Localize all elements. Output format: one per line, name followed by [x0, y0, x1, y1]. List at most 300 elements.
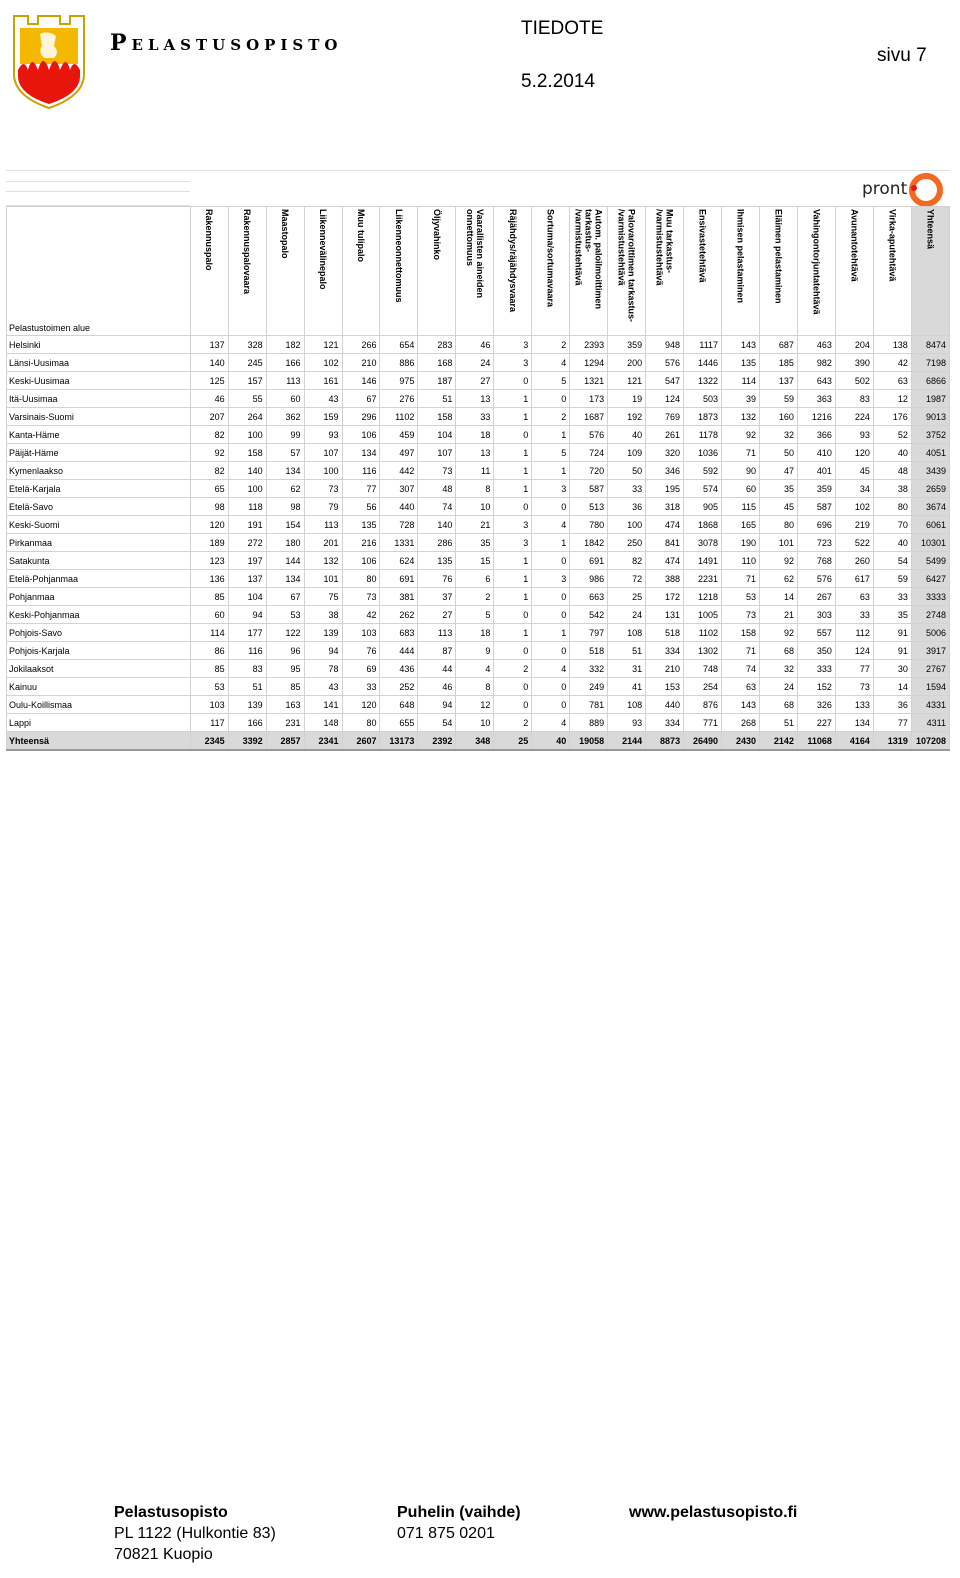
table-cell: 2393	[570, 336, 608, 354]
table-cell: 7198	[911, 354, 949, 372]
table-cell: 333	[797, 660, 835, 678]
table-cell: 1178	[684, 426, 722, 444]
table-cell: 410	[797, 444, 835, 462]
table-cell: 2341	[304, 732, 342, 751]
table-row	[7, 336, 950, 354]
footer-website: www.pelastusopisto.fi	[629, 1504, 798, 1521]
region-name: Kymenlaakso	[7, 462, 191, 480]
table-cell: 216	[342, 534, 380, 552]
table-cell: 60	[722, 480, 760, 498]
table-cell: 93	[835, 426, 873, 444]
table-cell: 2430	[722, 732, 760, 751]
table-cell: 59	[873, 570, 911, 588]
table-cell: 158	[418, 408, 456, 426]
table-cell: 1868	[684, 516, 722, 534]
table-cell: 231	[266, 714, 304, 732]
column-header-label: Ihmisen pelastaminen	[735, 209, 746, 304]
table-cell: 10	[456, 714, 494, 732]
table-cell: 195	[646, 480, 684, 498]
table-cell: 52	[873, 426, 911, 444]
column-header-label: Maastopalo	[280, 209, 291, 259]
table-cell: 0	[532, 498, 570, 516]
table-cell: 35	[456, 534, 494, 552]
table-cell: 53	[266, 606, 304, 624]
table-cell: 5	[456, 606, 494, 624]
table-cell: 40	[873, 534, 911, 552]
column-header	[608, 207, 646, 336]
table-row	[7, 678, 950, 696]
table-cell: 14	[760, 588, 798, 606]
table-cell: 728	[380, 516, 418, 534]
table-cell: 42	[873, 354, 911, 372]
table-cell: 165	[722, 516, 760, 534]
table-cell: 326	[797, 696, 835, 714]
table-cell: 4311	[911, 714, 949, 732]
table-cell: 691	[380, 570, 418, 588]
table-cell: 691	[570, 552, 608, 570]
table-cell: 780	[570, 516, 608, 534]
column-header-label: Autom. paloilmoittimen tarkastus- /varmistustehtävä	[573, 209, 604, 309]
table-cell: 245	[228, 354, 266, 372]
column-header-label: Liikennevälinepalo	[318, 209, 329, 290]
table-cell: 92	[760, 624, 798, 642]
rescue-statistics-table	[6, 206, 950, 751]
table-cell: 41	[608, 678, 646, 696]
table-cell: 0	[494, 678, 532, 696]
table-cell: 158	[722, 624, 760, 642]
statistics-sheet	[6, 170, 950, 754]
table-cell: 21	[760, 606, 798, 624]
table-cell: 381	[380, 588, 418, 606]
table-row	[7, 534, 950, 552]
footer-org-name: Pelastusopisto	[114, 1504, 228, 1521]
table-cell: 189	[190, 534, 228, 552]
table-cell: 2767	[911, 660, 949, 678]
table-cell: 94	[418, 696, 456, 714]
table-cell: 80	[873, 498, 911, 516]
table-cell: 85	[266, 678, 304, 696]
table-cell: 80	[760, 516, 798, 534]
table-row	[7, 426, 950, 444]
table-cell: 94	[228, 606, 266, 624]
table-cell: 19	[608, 390, 646, 408]
table-cell: 3	[494, 336, 532, 354]
table-cell: 116	[342, 462, 380, 480]
column-header-label: Öljyvahinko	[431, 209, 442, 261]
table-cell: 135	[722, 354, 760, 372]
table-cell: 35	[873, 606, 911, 624]
table-cell: 133	[835, 696, 873, 714]
table-cell: 5	[532, 372, 570, 390]
table-cell: 13	[456, 390, 494, 408]
table-cell: 48	[873, 462, 911, 480]
table-cell: 36	[608, 498, 646, 516]
table-cell: 204	[835, 336, 873, 354]
table-cell: 1	[532, 426, 570, 444]
column-header	[646, 207, 684, 336]
table-cell: 2	[532, 336, 570, 354]
table-row	[7, 714, 950, 732]
table-cell: 152	[797, 678, 835, 696]
table-cell: 141	[304, 696, 342, 714]
table-cell: 6061	[911, 516, 949, 534]
table-cell: 35	[760, 480, 798, 498]
column-header	[418, 207, 456, 336]
table-cell: 92	[190, 444, 228, 462]
table-cell: 267	[797, 588, 835, 606]
column-header	[797, 207, 835, 336]
table-cell: 4	[532, 660, 570, 678]
column-header-label: Vahingontorjuntatehtävä	[811, 209, 822, 315]
region-name: Pohjois-Karjala	[7, 642, 191, 660]
table-cell: 350	[797, 642, 835, 660]
column-header	[228, 207, 266, 336]
table-cell: 48	[418, 480, 456, 498]
column-header-label: Ensivastetehtävä	[697, 209, 708, 283]
table-cell: 1302	[684, 642, 722, 660]
table-row	[7, 390, 950, 408]
table-cell: 1842	[570, 534, 608, 552]
table-cell: 886	[380, 354, 418, 372]
region-name: Etelä-Pohjanmaa	[7, 570, 191, 588]
table-cell: 2	[494, 660, 532, 678]
region-name: Satakunta	[7, 552, 191, 570]
table-cell: 696	[797, 516, 835, 534]
region-name: Pirkanmaa	[7, 534, 191, 552]
table-cell: 587	[797, 498, 835, 516]
table-cell: 33	[608, 480, 646, 498]
table-cell: 210	[646, 660, 684, 678]
table-cell: 27	[456, 372, 494, 390]
table-cell: 46	[456, 336, 494, 354]
table-cell: 103	[342, 624, 380, 642]
table-cell: 60	[266, 390, 304, 408]
table-cell: 3078	[684, 534, 722, 552]
table-cell: 122	[266, 624, 304, 642]
table-cell: 3439	[911, 462, 949, 480]
table-cell: 3	[532, 480, 570, 498]
table-cell: 557	[797, 624, 835, 642]
table-cell: 219	[835, 516, 873, 534]
table-cell: 25	[608, 588, 646, 606]
table-cell: 137	[190, 336, 228, 354]
table-cell: 4	[532, 516, 570, 534]
table-row	[7, 462, 950, 480]
table-cell: 50	[760, 444, 798, 462]
table-cell: 68	[760, 642, 798, 660]
table-cell: 463	[797, 336, 835, 354]
table-cell: 1005	[684, 606, 722, 624]
table-cell: 40	[873, 444, 911, 462]
table-cell: 2659	[911, 480, 949, 498]
table-cell: 592	[684, 462, 722, 480]
table-cell: 108	[608, 696, 646, 714]
table-cell: 303	[797, 606, 835, 624]
table-cell: 31	[608, 660, 646, 678]
table-cell: 328	[228, 336, 266, 354]
table-cell: 0	[494, 642, 532, 660]
column-header	[835, 207, 873, 336]
table-cell: 768	[797, 552, 835, 570]
table-cell: 522	[835, 534, 873, 552]
table-cell: 474	[646, 516, 684, 534]
table-cell: 33	[873, 588, 911, 606]
table-cell: 74	[722, 660, 760, 678]
table-cell: 905	[684, 498, 722, 516]
table-cell: 13173	[380, 732, 418, 751]
table-cell: 542	[570, 606, 608, 624]
table-cell: 166	[266, 354, 304, 372]
table-cell: 86	[190, 642, 228, 660]
table-cell: 39	[722, 390, 760, 408]
footer-phone	[397, 1502, 521, 1544]
table-cell: 117	[190, 714, 228, 732]
table-cell: 168	[418, 354, 456, 372]
region-name: Päijät-Häme	[7, 444, 191, 462]
table-cell: 135	[418, 552, 456, 570]
table-cell: 120	[835, 444, 873, 462]
table-cell: 43	[304, 678, 342, 696]
table-cell: 36	[873, 696, 911, 714]
table-cell: 69	[342, 660, 380, 678]
table-cell: 45	[835, 462, 873, 480]
table-cell: 154	[266, 516, 304, 534]
table-cell: 134	[266, 570, 304, 588]
table-cell: 160	[760, 408, 798, 426]
table-cell: 14	[873, 678, 911, 696]
table-cell: 332	[570, 660, 608, 678]
table-cell: 87	[418, 642, 456, 660]
table-cell: 98	[266, 498, 304, 516]
table-cell: 134	[342, 444, 380, 462]
column-header-label: Avunantotehtävä	[849, 209, 860, 282]
table-cell: 43	[304, 390, 342, 408]
table-cell: 101	[760, 534, 798, 552]
table-cell: 576	[570, 426, 608, 444]
table-cell: 46	[418, 678, 456, 696]
table-row	[7, 552, 950, 570]
table-cell: 71	[722, 642, 760, 660]
table-cell: 33	[456, 408, 494, 426]
table-cell: 11068	[797, 732, 835, 751]
pronto-logo	[862, 173, 946, 207]
table-cell: 42	[342, 606, 380, 624]
table-cell: 134	[266, 462, 304, 480]
table-cell: 140	[228, 462, 266, 480]
table-cell: 19058	[570, 732, 608, 751]
table-cell: 82	[608, 552, 646, 570]
table-cell: 1687	[570, 408, 608, 426]
table-cell: 68	[760, 696, 798, 714]
table-cell: 71	[722, 570, 760, 588]
table-cell: 63	[835, 588, 873, 606]
table-cell: 587	[570, 480, 608, 498]
table-cell: 108	[608, 624, 646, 642]
table-cell: 648	[380, 696, 418, 714]
table-cell: 172	[646, 588, 684, 606]
table-row	[7, 516, 950, 534]
table-cell: 1102	[684, 624, 722, 642]
column-header-label: Virka-aputehtävä	[887, 209, 898, 282]
table-row	[7, 642, 950, 660]
document-type: TIEDOTE	[521, 18, 604, 39]
table-cell: 723	[797, 534, 835, 552]
table-cell: 51	[228, 678, 266, 696]
table-cell: 0	[494, 426, 532, 444]
table-row	[7, 372, 950, 390]
table-cell: 769	[646, 408, 684, 426]
region-name: Varsinais-Suomi	[7, 408, 191, 426]
table-cell: 113	[418, 624, 456, 642]
region-name: Länsi-Uusimaa	[7, 354, 191, 372]
table-cell: 118	[228, 498, 266, 516]
table-cell: 106	[342, 426, 380, 444]
table-cell: 25	[494, 732, 532, 751]
table-cell: 73	[342, 588, 380, 606]
table-row	[7, 696, 950, 714]
region-name: Etelä-Karjala	[7, 480, 191, 498]
table-cell: 148	[304, 714, 342, 732]
region-name: Keski-Pohjanmaa	[7, 606, 191, 624]
table-cell: 8	[456, 480, 494, 498]
table-cell: 0	[532, 696, 570, 714]
table-cell: 123	[190, 552, 228, 570]
table-cell: 134	[835, 714, 873, 732]
table-cell: 76	[342, 642, 380, 660]
table-cell: 296	[342, 408, 380, 426]
table-cell: 2142	[760, 732, 798, 751]
table-cell: 362	[266, 408, 304, 426]
table-cell: 1	[532, 534, 570, 552]
table-cell: 132	[722, 408, 760, 426]
table-cell: 366	[797, 426, 835, 444]
table-cell: 0	[494, 372, 532, 390]
table-cell: 71	[722, 444, 760, 462]
column-header-label: Eläimen pelastaminen	[773, 209, 784, 304]
table-cell: 4164	[835, 732, 873, 751]
table-cell: 73	[304, 480, 342, 498]
table-cell: 720	[570, 462, 608, 480]
table-cell: 748	[684, 660, 722, 678]
table-cell: 2345	[190, 732, 228, 751]
region-name: Yhteensä	[7, 732, 191, 751]
table-cell: 4331	[911, 696, 949, 714]
table-cell: 6866	[911, 372, 949, 390]
table-cell: 106	[342, 552, 380, 570]
table-cell: 876	[684, 696, 722, 714]
column-header	[532, 207, 570, 336]
table-cell: 80	[342, 714, 380, 732]
table-cell: 617	[835, 570, 873, 588]
table-cell: 101	[304, 570, 342, 588]
table-cell: 95	[266, 660, 304, 678]
table-row	[7, 570, 950, 588]
table-cell: 1102	[380, 408, 418, 426]
table-cell: 153	[646, 678, 684, 696]
table-cell: 33	[835, 606, 873, 624]
table-cell: 65	[190, 480, 228, 498]
table-cell: 513	[570, 498, 608, 516]
table-cell: 114	[722, 372, 760, 390]
table-cell: 0	[494, 498, 532, 516]
table-cell: 44	[418, 660, 456, 678]
table-cell: 77	[835, 660, 873, 678]
table-cell: 57	[266, 444, 304, 462]
table-cell: 76	[418, 570, 456, 588]
table-cell: 54	[418, 714, 456, 732]
table-cell: 10	[456, 498, 494, 516]
table-cell: 264	[228, 408, 266, 426]
table-cell: 1	[494, 624, 532, 642]
table-cell: 21	[456, 516, 494, 534]
table-cell: 286	[418, 534, 456, 552]
table-cell: 79	[304, 498, 342, 516]
table-cell: 102	[835, 498, 873, 516]
table-cell: 51	[760, 714, 798, 732]
table-cell: 266	[342, 336, 380, 354]
table-cell: 889	[570, 714, 608, 732]
table-cell: 1	[494, 462, 532, 480]
table-cell: 1294	[570, 354, 608, 372]
sheet-top-bar	[6, 170, 950, 207]
table-cell: 55	[228, 390, 266, 408]
table-cell: 136	[190, 570, 228, 588]
table-cell: 2392	[418, 732, 456, 751]
table-cell: 2231	[684, 570, 722, 588]
table-cell: 6427	[911, 570, 949, 588]
table-cell: 38	[873, 480, 911, 498]
table-cell: 10301	[911, 534, 949, 552]
region-name: Keski-Uusimaa	[7, 372, 191, 390]
column-header-label: Muu tulipalo	[355, 209, 366, 262]
table-cell: 140	[418, 516, 456, 534]
table-cell: 683	[380, 624, 418, 642]
table-cell: 207	[190, 408, 228, 426]
table-cell: 5	[532, 444, 570, 462]
footer-web	[629, 1502, 797, 1523]
column-header-label: Sortuma/sortumavaara	[545, 209, 556, 308]
table-cell: 112	[835, 624, 873, 642]
column-header-label: Yhteensä	[925, 209, 936, 250]
column-header-label: Palovaroittimen tarkastus- /varmistustehtävä	[616, 209, 637, 323]
region-name: Oulu-Koillismaa	[7, 696, 191, 714]
table-cell: 1218	[684, 588, 722, 606]
table-cell: 192	[608, 408, 646, 426]
table-cell: 348	[456, 732, 494, 751]
region-name: Etelä-Savo	[7, 498, 191, 516]
table-cell: 3752	[911, 426, 949, 444]
pelastusopisto-logo	[10, 12, 88, 110]
column-header-label: Liikenneonnettomuus	[393, 209, 404, 303]
table-cell: 502	[835, 372, 873, 390]
table-cell: 975	[380, 372, 418, 390]
table-cell: 6	[456, 570, 494, 588]
table-cell: 3	[494, 516, 532, 534]
table-row	[7, 444, 950, 462]
table-cell: 8873	[646, 732, 684, 751]
table-cell: 200	[608, 354, 646, 372]
table-cell: 82	[190, 426, 228, 444]
table-cell: 18	[456, 624, 494, 642]
table-cell: 3917	[911, 642, 949, 660]
table-cell: 262	[380, 606, 418, 624]
table-cell: 78	[304, 660, 342, 678]
table-cell: 654	[380, 336, 418, 354]
table-cell: 96	[266, 642, 304, 660]
table-cell: 51	[418, 390, 456, 408]
table-cell: 390	[835, 354, 873, 372]
region-name: Lappi	[7, 714, 191, 732]
